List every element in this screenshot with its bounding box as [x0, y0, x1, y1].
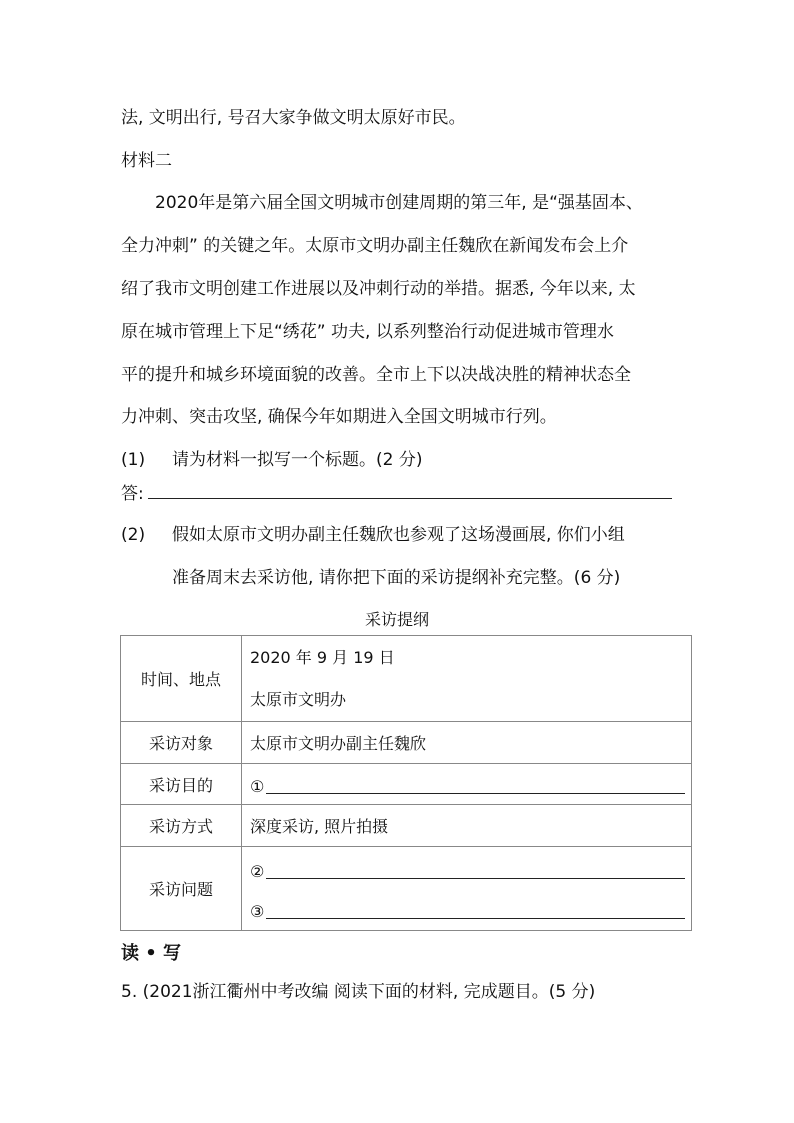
target-label: 采访对象 [121, 722, 242, 764]
material-2-label: 材料二 [121, 151, 172, 171]
paragraph-line: 原在城市管理上下足“绣花” 功夫, 以系列整治行动促进城市管理水 [121, 322, 614, 342]
paragraph-line: 平的提升和城乡环境面貌的改善。全市上下以决战决胜的精神状态全 [121, 365, 631, 385]
question-marker-2: ② [250, 861, 265, 881]
paragraph-line-continuation: 法, 文明出行, 号召大家争做文明太原好市民。 [121, 108, 466, 128]
answer-blank-line[interactable] [148, 498, 672, 499]
interview-place: 太原市文明办 [250, 689, 347, 709]
question-3-blank-line[interactable] [266, 918, 685, 919]
purpose-cell [242, 764, 692, 805]
question-2-blank-line[interactable] [266, 878, 685, 879]
question-marker-3: ③ [250, 901, 265, 921]
target-value: 太原市文明办副主任魏欣 [242, 722, 692, 764]
section-heading: 读 • 写 [121, 943, 182, 964]
time-place-label: 时间、地点 [121, 636, 242, 722]
method-label: 采访方式 [121, 805, 242, 847]
question-2-blank-row[interactable] [250, 849, 691, 889]
interview-outline-table [120, 635, 692, 931]
paragraph-line: 绍了我市文明创建工作进展以及冲刺行动的举措。据悉, 今年以来, 太 [121, 279, 636, 299]
interview-date: 2020 年 9 月 19 日 [250, 647, 395, 667]
purpose-marker: ① [250, 777, 265, 796]
time-place-cell [242, 636, 692, 722]
question-2-text-line-1: 假如太原市文明办副主任魏欣也参观了这场漫画展, 你们小组 [172, 525, 625, 545]
answer-label: 答: [121, 484, 144, 504]
question-3-blank-row[interactable] [250, 889, 691, 929]
paragraph-line: 全力冲刺” 的关键之年。太原市文明办副主任魏欣在新闻发布会上介 [121, 236, 629, 256]
question-2-number: (2) [121, 525, 146, 545]
question-2-text-line-2: 准备周末去采访他, 请你把下面的采访提纲补充完整。(6 分) [172, 568, 621, 588]
purpose-blank-line[interactable] [266, 793, 685, 794]
paragraph-line: 力冲刺、突击攻坚, 确保今年如期进入全国文明城市行列。 [121, 407, 557, 427]
method-value: 深度采访, 照片拍摄 [242, 805, 692, 847]
question-5-text: 5. (2021浙江衢州中考改编 阅读下面的材料, 完成题目。(5 分) [121, 982, 596, 1002]
purpose-label: 采访目的 [121, 764, 242, 805]
question-1-number: (1) [121, 450, 146, 470]
question-1-text: 请为材料一拟写一个标题。(2 分) [172, 450, 423, 470]
interview-outline-title: 采访提纲 [364, 610, 429, 629]
questions-label: 采访问题 [121, 847, 242, 931]
paragraph-line: 2020年是第六届全国文明城市创建周期的第三年, 是“强基固本、 [155, 193, 643, 213]
questions-cell [242, 847, 692, 931]
purpose-blank-row[interactable] [250, 764, 691, 804]
